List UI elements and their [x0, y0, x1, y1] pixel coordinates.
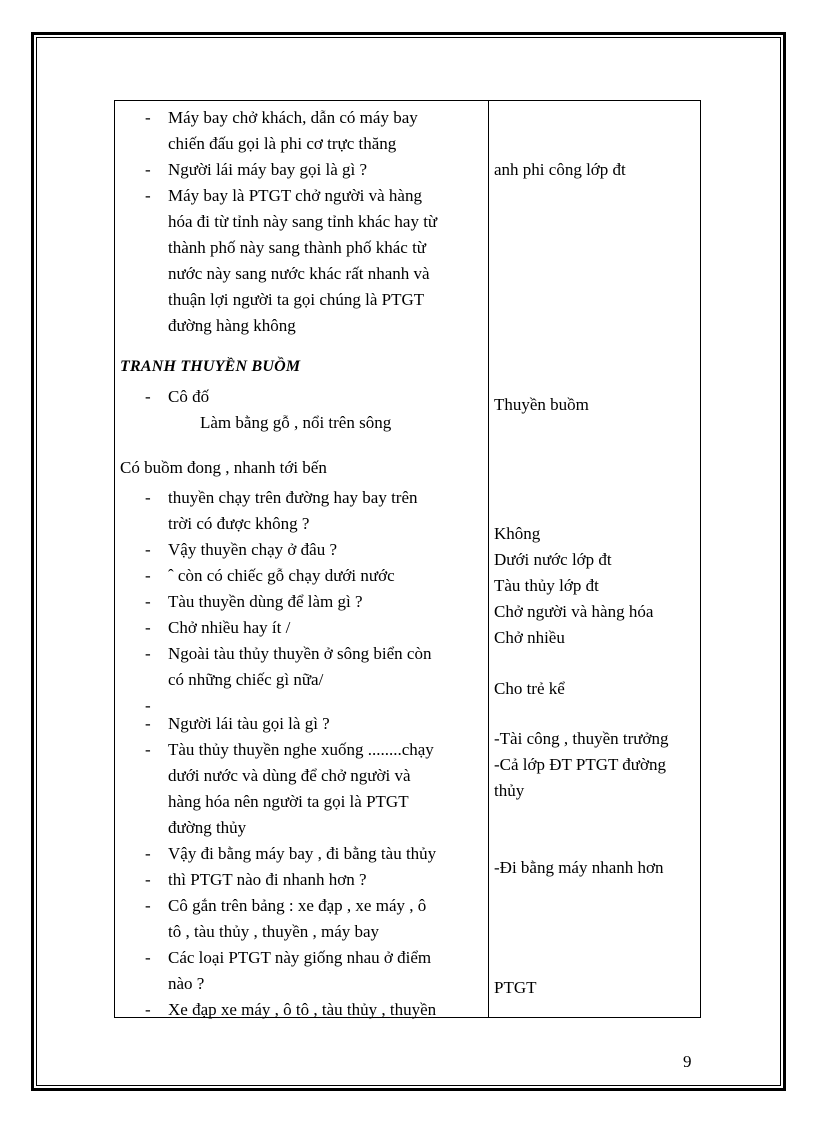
- teacher-line: trời có được không ?: [168, 514, 310, 533]
- teacher-line: ˆ còn có chiếc gỗ chạy dưới nước: [168, 566, 395, 585]
- bullet-dash: -: [145, 186, 151, 205]
- student-response-line: -Đi bằng máy nhanh hơn: [494, 858, 664, 877]
- bullet-dash: -: [145, 618, 151, 637]
- bullet-dash: -: [145, 1000, 151, 1019]
- teacher-line: chiến đấu gọi là phi cơ trực thăng: [168, 134, 397, 153]
- teacher-line: Người lái tàu gọi là gì ?: [168, 714, 330, 733]
- bullet-dash: -: [145, 488, 151, 507]
- bullet-dash: -: [145, 714, 151, 733]
- bullet-dash: -: [145, 948, 151, 967]
- teacher-line: tô , tàu thủy , thuyền , máy bay: [168, 922, 380, 941]
- teacher-line: thì PTGT nào đi nhanh hơn ?: [168, 870, 367, 889]
- bullet-dash: -: [145, 108, 151, 127]
- teacher-line: Vậy thuyền chạy ở đâu ?: [168, 540, 338, 559]
- teacher-line: Chở nhiều hay ít /: [168, 618, 291, 637]
- teacher-line: nào ?: [168, 974, 205, 993]
- bullet-dash: -: [145, 870, 151, 889]
- teacher-line: Người lái máy bay gọi là gì ?: [168, 160, 368, 179]
- teacher-line: đường thủy: [168, 818, 247, 837]
- teacher-line: Xe đạp xe máy , ô tô , tàu thủy , thuyền: [168, 1000, 437, 1019]
- student-response-line: -Tài công , thuyền trưởng: [494, 729, 669, 748]
- teacher-line: Cô đố: [168, 387, 210, 406]
- student-response-line: anh phi công lớp đt: [494, 160, 626, 179]
- student-response-line: Tàu thủy lớp đt: [494, 576, 599, 595]
- teacher-line: Tàu thủy thuyền nghe xuống ........chạy: [168, 740, 434, 759]
- student-response-line: PTGT: [494, 978, 537, 997]
- student-response-line: -Cả lớp ĐT PTGT đường: [494, 755, 667, 774]
- teacher-line: Có buồm đong , nhanh tới bến: [120, 458, 327, 477]
- student-response-line: Dưới nước lớp đt: [494, 550, 612, 569]
- bullet-dash: -: [145, 592, 151, 611]
- section-heading: TRANH THUYỀN BUỒM: [120, 358, 301, 375]
- teacher-line: hàng hóa nên người ta gọi là PTGT: [168, 792, 409, 811]
- student-response-line: Chở nhiều: [494, 628, 565, 647]
- page-number: 9: [683, 1052, 692, 1071]
- student-response-line: Không: [494, 524, 541, 543]
- teacher-line: Tàu thuyền dùng để làm gì ?: [168, 592, 363, 611]
- teacher-line: thành phố này sang thành phố khác từ: [168, 238, 427, 257]
- teacher-line: thuyền chạy trên đường hay bay trên: [168, 488, 418, 507]
- bullet-dash: -: [145, 696, 151, 715]
- student-response-line: Thuyền buồm: [494, 395, 589, 414]
- teacher-line: thuận lợi người ta gọi chúng là PTGT: [168, 290, 425, 309]
- bullet-dash: -: [145, 540, 151, 559]
- bullet-dash: -: [145, 644, 151, 663]
- student-response-line: thủy: [494, 781, 525, 800]
- bullet-dash: -: [145, 740, 151, 759]
- bullet-dash: -: [145, 566, 151, 585]
- bullet-dash: -: [145, 387, 151, 406]
- teacher-line: Các loại PTGT này giống nhau ở điểm: [168, 948, 432, 967]
- student-response-line: Chở người và hàng hóa: [494, 602, 654, 621]
- teacher-line: hóa đi từ tỉnh này sang tỉnh khác hay từ: [168, 212, 438, 231]
- bullet-dash: -: [145, 844, 151, 863]
- teacher-line: nước này sang nước khác rất nhanh và: [168, 264, 430, 283]
- teacher-line: Máy bay là PTGT chở người và hàng: [168, 186, 422, 205]
- table-column-divider: [488, 100, 489, 1018]
- teacher-line: Làm bằng gỗ , nổi trên sông: [200, 413, 392, 432]
- teacher-line: Vậy đi bằng máy bay , đi bằng tàu thủy: [168, 844, 437, 863]
- teacher-line: đường hàng không: [168, 316, 296, 335]
- teacher-line: Máy bay chở khách, dẫn có máy bay: [168, 108, 418, 127]
- teacher-line: có những chiếc gì nữa/: [168, 670, 324, 689]
- teacher-line: Ngoài tàu thủy thuyền ở sông biển còn: [168, 644, 432, 663]
- bullet-dash: -: [145, 160, 151, 179]
- student-response-line: Cho trẻ kể: [494, 679, 565, 698]
- teacher-line: dưới nước và dùng để chở người và: [168, 766, 411, 785]
- teacher-line: Cô gắn trên bảng : xe đạp , xe máy , ô: [168, 896, 427, 915]
- bullet-dash: -: [145, 896, 151, 915]
